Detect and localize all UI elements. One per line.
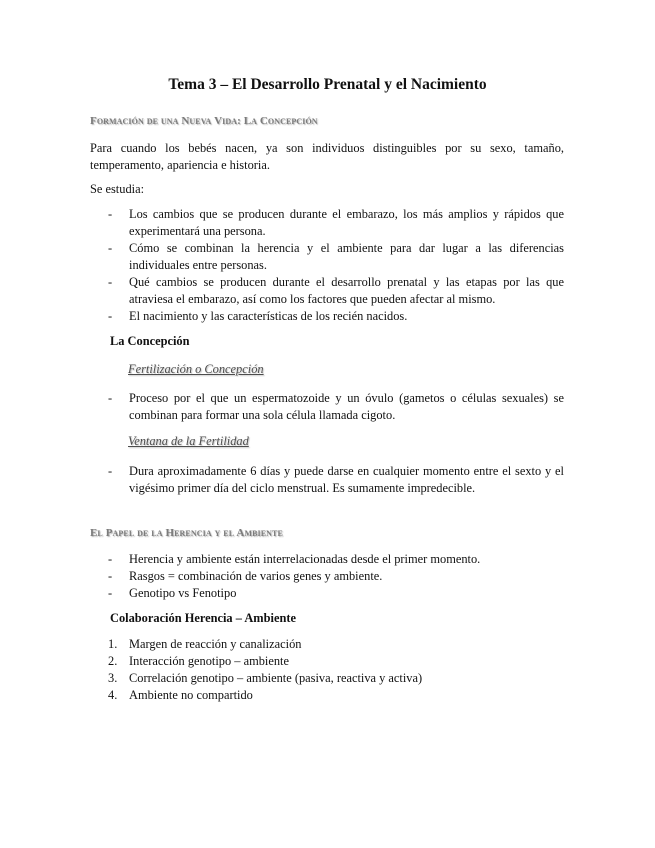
list-item: - Dura aproximadamente 6 días y puede darse en cualquier momento entre el sexto y el vigésimo primer día del ciclo menstrual. Es sumamente impredecible. — [108, 464, 564, 495]
ventana-list — [108, 463, 564, 497]
list-item: 3. Correlación genotipo – ambiente (pasiva, reactiva y activa) — [108, 671, 423, 685]
ventana-heading: Ventana de la Fertilidad — [128, 434, 249, 448]
list-item: - Los cambios que se producen durante el embarazo, los más amplios y rápidos que experimentará una persona. — [108, 207, 564, 238]
list-item: - Herencia y ambiente están interrelacionadas desde el primer momento. — [108, 552, 481, 566]
section-heading-herencia: El Papel de la Herencia y el Ambiente — [90, 527, 283, 539]
colaboracion-subheading: Colaboración Herencia – Ambiente — [110, 611, 296, 625]
list-item: - Proceso por el que un espermatozoide y un óvulo (gametos o células sexuales) se combinan para formar una sola célula llamada cigoto. — [108, 391, 564, 422]
list-item: 2. Interacción genotipo – ambiente — [108, 654, 289, 668]
fertilizacion-heading: Fertilización o Concepción — [128, 362, 264, 376]
fertilizacion-list — [108, 390, 564, 424]
colaboracion-numbered-list — [108, 636, 564, 704]
intro-paragraph: Para cuando los bebés nacen, ya son individuos distinguibles por su sexo, tamaño, temperamento, apariencia e historia. — [90, 141, 564, 172]
list-item: - Cómo se combinan la herencia y el ambiente para dar lugar a las diferencias individuales entre personas. — [108, 241, 564, 272]
list-item: - Qué cambios se producen durante el desarrollo prenatal y las etapas por las que atraviesa el embarazo, así como los factores que pueden afectar al mismo. — [108, 275, 564, 306]
herencia-list — [108, 551, 564, 602]
document-title: Tema 3 – El Desarrollo Prenatal y el Nacimiento — [168, 76, 487, 93]
list-item: - Rasgos = combinación de varios genes y ambiente. — [108, 569, 383, 583]
list-item: - El nacimiento y las características de los recién nacidos. — [108, 309, 408, 323]
list-item: 1. Margen de reacción y canalización — [108, 637, 302, 651]
study-topics-list — [108, 206, 564, 325]
se-estudia-label: Se estudia: — [90, 182, 145, 196]
concepcion-subheading: La Concepción — [110, 334, 190, 348]
list-item: - Genotipo vs Fenotipo — [108, 586, 237, 600]
list-item: 4. Ambiente no compartido — [108, 688, 253, 702]
section-heading-concepcion: Formación de una Nueva Vida: La Concepción — [90, 115, 318, 127]
